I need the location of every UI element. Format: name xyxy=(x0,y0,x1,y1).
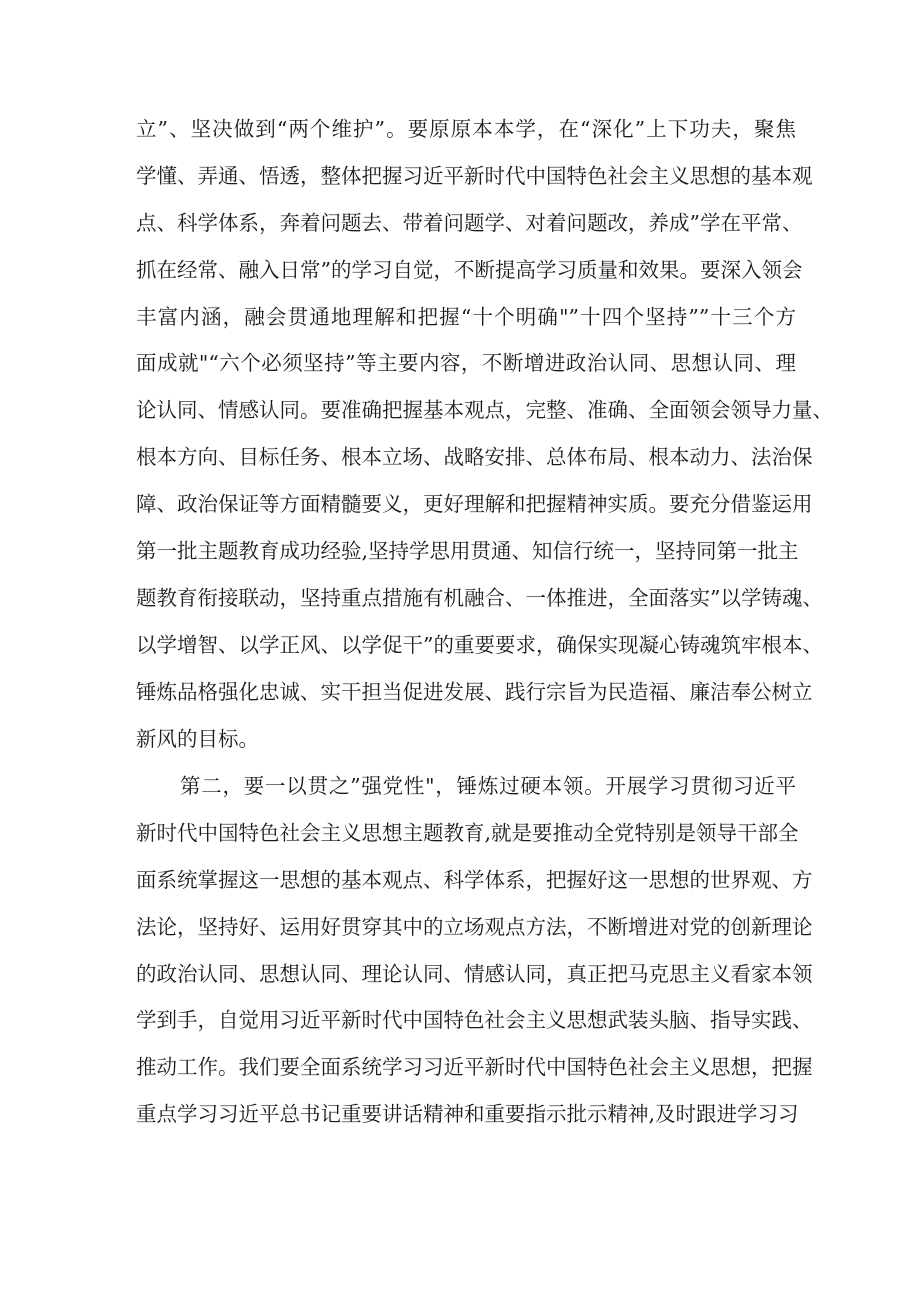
text-line: 的政治认同、思想认同、理论认同、情感认同，真正把马克思主义看家本领 xyxy=(136,961,813,986)
text-line: 学懂、弄通、悟透，整体把握习近平新时代中国特色社会主义思想的基本观 xyxy=(136,163,813,188)
text-line: 锤炼品格强化忠诚、实干担当促进发展、践行宗旨为民造福、廉洁奉公树立 xyxy=(136,679,813,704)
text-line: 新风的目标。 xyxy=(136,726,259,751)
text-line: 抓在经常、融入日常”的学习自觉，不断提高学习质量和效果。要深入领会 xyxy=(136,257,803,282)
text-line: 新时代中国特色社会主义思想主题教育,就是要推动全党特别是领导干部全 xyxy=(136,820,799,845)
text-line: 推动工作。我们要全面系统学习习近平新时代中国特色社会主义思想，把握 xyxy=(136,1055,813,1080)
paragraph-2 xyxy=(136,763,813,1138)
text-line: 根本方向、目标任务、根本立场、战略安排、总体布局、根本动力、法治保 xyxy=(136,445,813,470)
text-line: 点、科学体系，奔着问题去、带着问题学、对着问题改，养成”学在平常、 xyxy=(136,210,803,235)
text-line: 论认同、情感认同。要准确把握基本观点，完整、准确、全面领会领导力量、 xyxy=(136,398,833,423)
text-line: 障、政治保证等方面精髓要义，更好理解和把握精神实质。要充分借鉴运用 xyxy=(136,492,813,517)
text-line: 第二，要一以贯之”强党性"，锤炼过硬本领。开展学习贯彻习近平 xyxy=(180,774,796,798)
paragraph-1 xyxy=(136,106,833,762)
text-line: 丰富内涵，融会贯通地理解和把握“十个明确"”十四个坚持””十三个方 xyxy=(136,304,796,329)
text-line: 重点学习习近平总书记重要讲话精神和重要指示批示精神,及时跟进学习习 xyxy=(136,1102,799,1127)
text-line: 以学增智、以学正风、以学促干”的重要要求，确保实现凝心铸魂筑牢根本、 xyxy=(136,632,823,657)
text-line: 面系统掌握这一思想的基本观点、科学体系，把握好这一思想的世界观、方 xyxy=(136,867,813,892)
text-line: 第一批主题教育成功经验,坚持学思用贯通、知信行统一，坚持同第一批主 xyxy=(136,539,799,564)
text-line: 立”、坚决做到“两个维护”。要原原本本学，在“深化”上下功夫，聚焦 xyxy=(136,117,796,141)
text-line: 法论，坚持好、运用好贯穿其中的立场观点方法，不断增进对党的创新理论 xyxy=(136,914,813,939)
text-line: 题教育衔接联动，坚持重点措施有机融合、一体推进，全面落实”以学铸魂、 xyxy=(136,585,823,610)
text-line: 面成就"“六个必须坚持”等主要内容，不断增进政治认同、思想认同、理 xyxy=(136,351,796,376)
text-line: 学到手，自觉用习近平新时代中国特色社会主义思想武装头脑、指导实践、 xyxy=(136,1008,813,1033)
